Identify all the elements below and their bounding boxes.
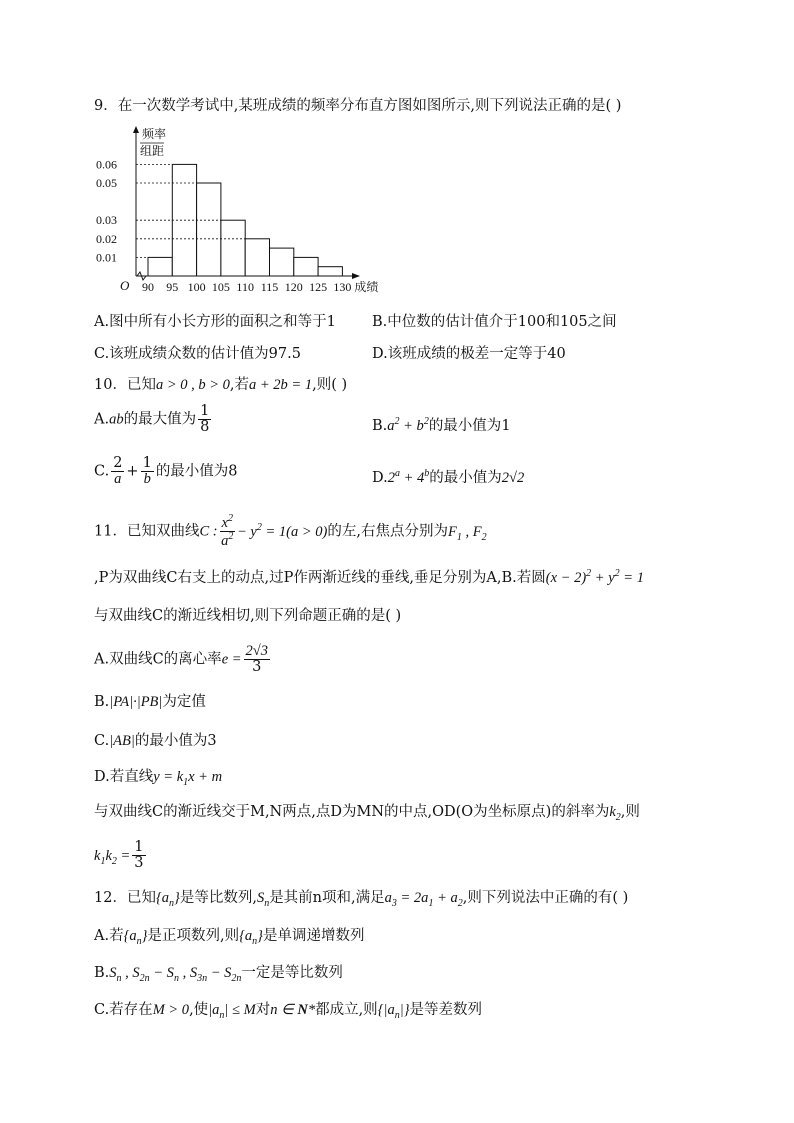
histogram-bar [245,239,269,276]
q12-option-c: C.若存在M > 0,使$|a_n| \le M$对n ∈ N*都成立,则$\{|a_n|\}$是等差数列 [94,1002,483,1021]
x-tick-label: 100 [187,280,206,294]
q10-stem: 10．已知a > 0 , b > 0,若a + 2b = 1,则( ) [94,377,348,393]
x-tick-label: 125 [309,280,328,294]
q12-stem: 12．已知$\{a_n\}$是等比数列$,S_n$是其前n项和,满足$a_3 = 2a_1 + a_2$,则下列说法中正确的有( ) [94,890,629,909]
origin-label: O [120,278,130,293]
q9-option-b: B.中位数的估计值介于100和105之间 [372,314,617,330]
y-tick-label: 0.03 [96,213,117,228]
q11-option-d-line2: 与双曲线C的渐近线交于M,N两点,点D为MN的中点,OD(O为坐标原点)的斜率为$k_2$,则 [94,804,640,823]
q11-stem: 11．已知双曲线C : $\frac{x^2}{a^2}$ − $y^2 = 1(a > 0)$的左,右焦点分别为$F_1$ , $F_2$ [94,513,487,549]
y-label-bottom: 组距 [140,144,165,158]
histogram-bar [318,267,342,276]
histogram-bar [221,220,245,276]
q12-option-b: $B.S_n$ , $S_{2n} - S_n$ , $S_{3n} - S_{2n}$一定是等比数列 [94,965,343,984]
q9-option-d: D.该班成绩的极差一定等于40 [372,346,566,362]
q11-option-d-line3: $k_1k_2$ = $\frac{1}{3}$ [94,839,144,872]
q9-stem: 9．在一次数学考试中,某班成绩的频率分布直方图如图所示,则下列说法正确的是( ) [94,98,622,114]
y-label-top: 频率 [142,127,167,141]
q10-option-a: A.ab的最大值为 $\frac{1}{8}$ [94,403,210,436]
q11-option-c: C.|AB|的最小值为3 [94,733,217,749]
q9-option-a: A.图中所有小长方形的面积之和等于1 [94,314,336,330]
q10-option-d: $D.2^a + 4^b$的最小值为2√2 [372,468,525,486]
x-tick-label: 115 [260,280,279,294]
x-axis-arrow [352,273,360,279]
x-tick-label: 105 [211,280,230,294]
q10-option-c: C. $\frac{2}{a}$ + $\frac{1}{b}$ 的最小值为8 [94,455,238,488]
q11-option-a: A.双曲线C的离心率e = $\frac{2√3}{3}$ [94,643,269,676]
q10-option-b: $B.a^2 + b^2$的最小值为1 [372,416,511,434]
x-tick-label: 120 [284,280,303,294]
x-tick-label: 95 [166,280,179,294]
x-tick-label: 90 [142,280,154,294]
y-tick-label: 0.02 [96,231,117,246]
y-tick-label: 0.06 [96,157,117,172]
q11-option-d: D.若直线$y = k_1x + m$ [94,769,223,788]
x-tick-label: 130 [333,280,352,294]
histogram-chart [90,122,390,302]
histogram-bar [294,257,318,276]
y-tick-label: 0.01 [96,250,117,265]
y-tick-label: 0.05 [96,176,117,190]
histogram-bar [270,248,294,276]
q11-line2: ,P为双曲线C右支上的动点,过P作两渐近线的垂线,垂足分别为A,B.若圆$(x - 2)^2 + y^2 = 1$ [94,568,644,586]
q12-option-a: A.若$\{a_n\}$是正项数列,则$\{a_n\}$是单调递增数列 [94,928,365,947]
x-axis-label: 成绩 [354,280,379,294]
q11-line3: 与双曲线C的渐近线相切,则下列命题正确的是( ) [94,608,402,624]
x-tick-label: 110 [236,280,254,294]
q9-option-c: C.该班成绩众数的估计值为97.5 [94,346,301,362]
histogram-bar [148,257,172,276]
y-axis-arrow [133,126,139,133]
q11-option-b: B.|PA|·|PB|为定值 [94,694,206,710]
histogram-bar [197,183,221,276]
